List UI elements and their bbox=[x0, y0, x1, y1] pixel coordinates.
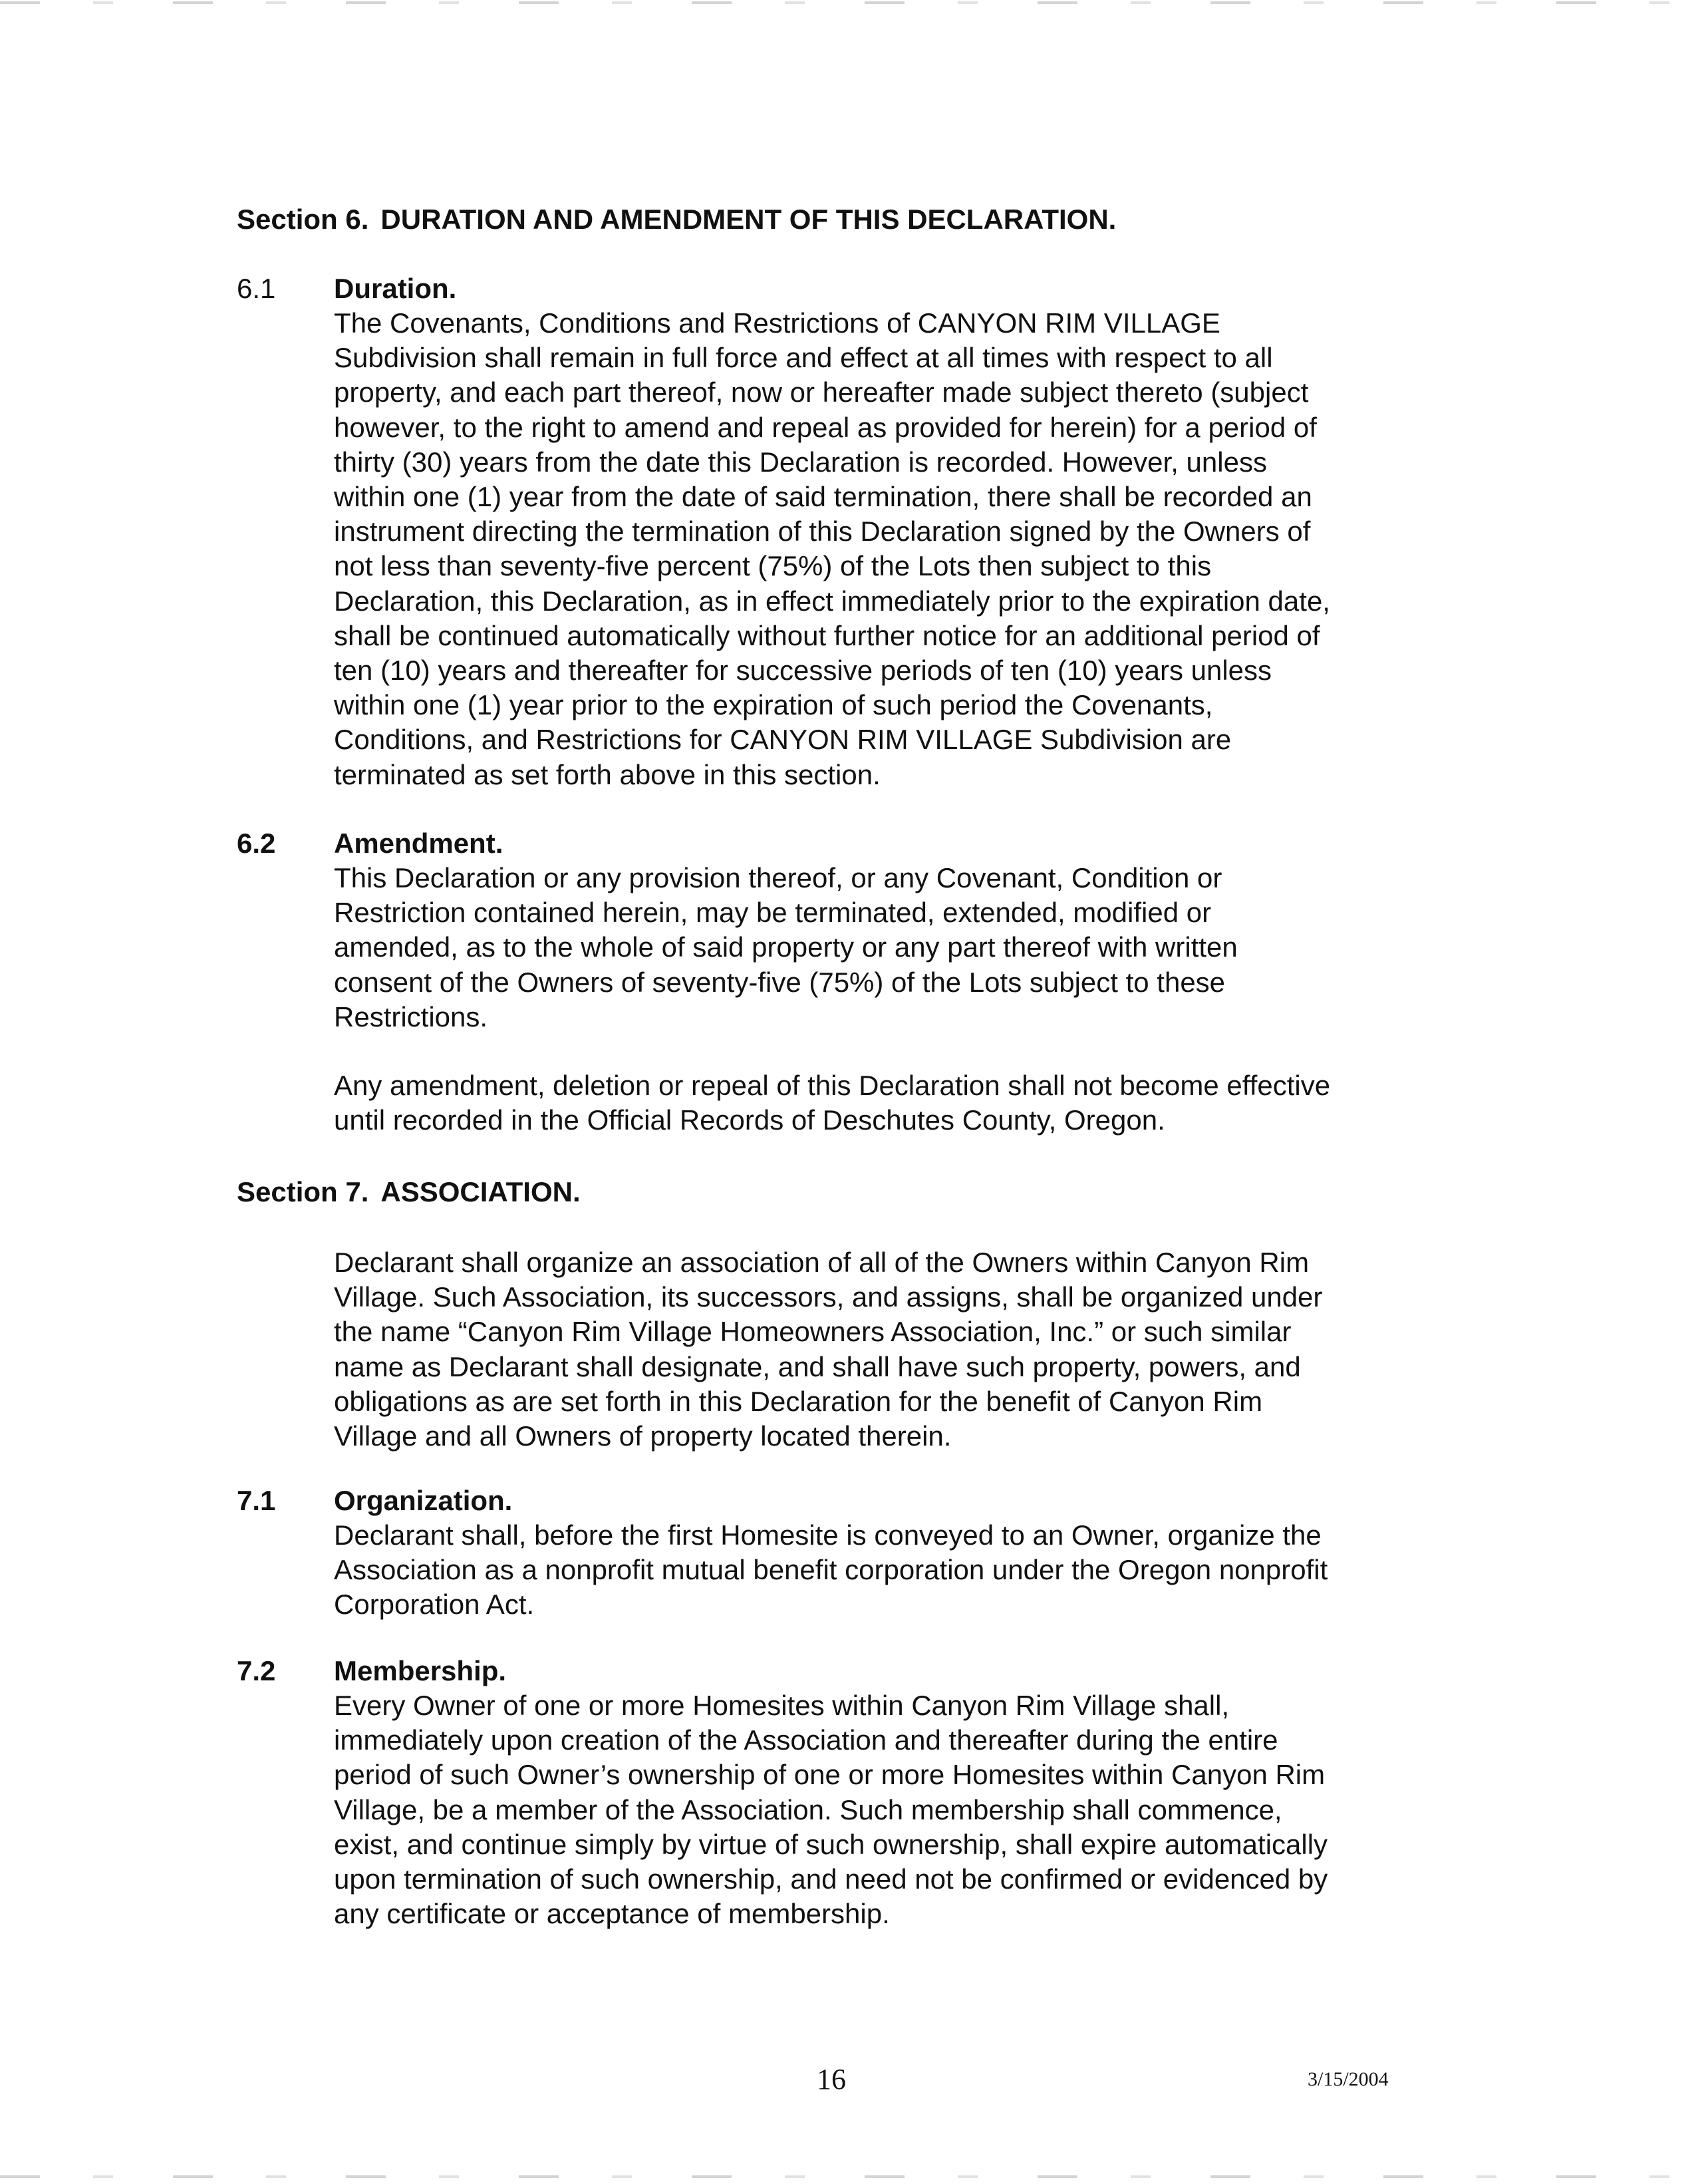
body-line: obligations as are set forth in this Declaration for the benefit of Canyon Rim bbox=[334, 1385, 1263, 1417]
item-7-2-number: 7.2 bbox=[237, 1655, 276, 1686]
section-6-title: DURATION AND AMENDMENT OF THIS DECLARATION. bbox=[380, 204, 1117, 235]
body-line: Declarant shall organize an association of all of the Owners within Canyon Rim bbox=[334, 1247, 1310, 1278]
body-line: thirty (30) years from the date this Declaration is recorded. However, unless bbox=[334, 446, 1267, 478]
body-line: Every Owner of one or more Homesites within Canyon Rim Village shall, bbox=[334, 1690, 1230, 1721]
body-line: Declarant shall, before the first Homesite is conveyed to an Owner, organize the bbox=[334, 1519, 1322, 1551]
body-line: instrument directing the termination of this Declaration signed by the Owners of bbox=[334, 516, 1311, 547]
body-line: terminated as set forth above in this section. bbox=[334, 758, 881, 790]
body-line: within one (1) year from the date of said termination, there shall be recorded an bbox=[334, 481, 1312, 513]
body-line: Corporation Act. bbox=[334, 1589, 535, 1621]
body-line: any certificate or acceptance of membership. bbox=[334, 1898, 890, 1930]
body-line: Restriction contained herein, may be terminated, extended, modified or bbox=[334, 897, 1212, 929]
body-line: period of such Owner’s ownership of one or more Homesites within Canyon Rim bbox=[334, 1759, 1326, 1791]
body-line: exist, and continue simply by virtue of such ownership, shall expire automatically bbox=[334, 1828, 1328, 1860]
section-6-heading bbox=[237, 202, 1116, 237]
item-6-2-body-2 bbox=[334, 1068, 1425, 1138]
body-line: Conditions, and Restrictions for CANYON RIM VILLAGE Subdivision are bbox=[334, 724, 1232, 756]
body-line: until recorded in the Official Records of Deschutes County, Oregon. bbox=[334, 1104, 1165, 1136]
scan-artifact-top bbox=[0, 1, 1692, 4]
section-6-label: Section 6. bbox=[237, 204, 369, 235]
section-7-label: Section 7. bbox=[237, 1176, 369, 1207]
body-line: Subdivision shall remain in full force and effect at all times with respect to all bbox=[334, 342, 1273, 374]
item-7-1-number: 7.1 bbox=[237, 1485, 276, 1516]
body-line: Village and all Owners of property located therein. bbox=[334, 1420, 952, 1452]
body-line: upon termination of such ownership, and need not be confirmed or evidenced by bbox=[334, 1863, 1328, 1895]
body-line: within one (1) year prior to the expiration of such period the Covenants, bbox=[334, 689, 1213, 721]
body-line: Restrictions. bbox=[334, 1001, 488, 1032]
item-6-2-body bbox=[334, 861, 1425, 1034]
section-7-title: ASSOCIATION. bbox=[380, 1176, 581, 1207]
document-date: 3/15/2004 bbox=[1308, 2068, 1389, 2090]
item-6-1-body bbox=[334, 306, 1425, 792]
body-line: Association as a nonprofit mutual benefit corporation under the Oregon nonprofit bbox=[334, 1554, 1328, 1586]
body-line: however, to the right to amend and repeal as provided for herein) for a period of bbox=[334, 411, 1317, 443]
body-line: immediately upon creation of the Association and thereafter during the entire bbox=[334, 1724, 1278, 1756]
body-line: Declaration, this Declaration, as in effect immediately prior to the expiration date, bbox=[334, 585, 1330, 617]
body-line: Any amendment, deletion or repeal of this Declaration shall not become effective bbox=[334, 1070, 1331, 1101]
section-7-intro bbox=[334, 1245, 1425, 1454]
scan-artifact-bottom bbox=[0, 2175, 1692, 2178]
body-line: This Declaration or any provision thereof, or any Covenant, Condition or bbox=[334, 862, 1222, 893]
body-line: the name “Canyon Rim Village Homeowners Association, Inc.” or such similar bbox=[334, 1316, 1292, 1348]
body-line: The Covenants, Conditions and Restrictions of CANYON RIM VILLAGE bbox=[334, 307, 1220, 339]
page-number: 16 bbox=[817, 2063, 846, 2096]
section-7-heading bbox=[237, 1175, 581, 1209]
body-line: Village. Such Association, its successors, and assigns, shall be organized under bbox=[334, 1281, 1323, 1313]
body-line: ten (10) years and thereafter for successive periods of ten (10) years unless bbox=[334, 655, 1272, 687]
body-line: consent of the Owners of seventy-five (75%) of the Lots subject to these bbox=[334, 966, 1226, 998]
body-line: not less than seventy-five percent (75%) of the Lots then subject to this bbox=[334, 550, 1212, 582]
body-line: name as Declarant shall designate, and shall have such property, powers, and bbox=[334, 1350, 1301, 1382]
item-7-1-body bbox=[334, 1518, 1425, 1623]
item-7-1-title: Organization. bbox=[334, 1485, 513, 1516]
body-line: property, and each part thereof, now or hereafter made subject thereto (subject bbox=[334, 377, 1309, 408]
item-6-2-number: 6.2 bbox=[237, 828, 276, 859]
item-7-2-body bbox=[334, 1688, 1425, 1931]
body-line: shall be continued automatically without further notice for an additional period of bbox=[334, 619, 1320, 651]
item-6-1-number: 6.1 bbox=[237, 273, 276, 304]
body-line: Village, be a member of the Association. Such membership shall commence, bbox=[334, 1794, 1282, 1825]
body-line: amended, as to the whole of said property or any part thereof with written bbox=[334, 931, 1238, 963]
item-6-1-title: Duration. bbox=[334, 273, 457, 304]
item-6-2-title: Amendment. bbox=[334, 828, 503, 859]
item-7-2-title: Membership. bbox=[334, 1655, 507, 1686]
